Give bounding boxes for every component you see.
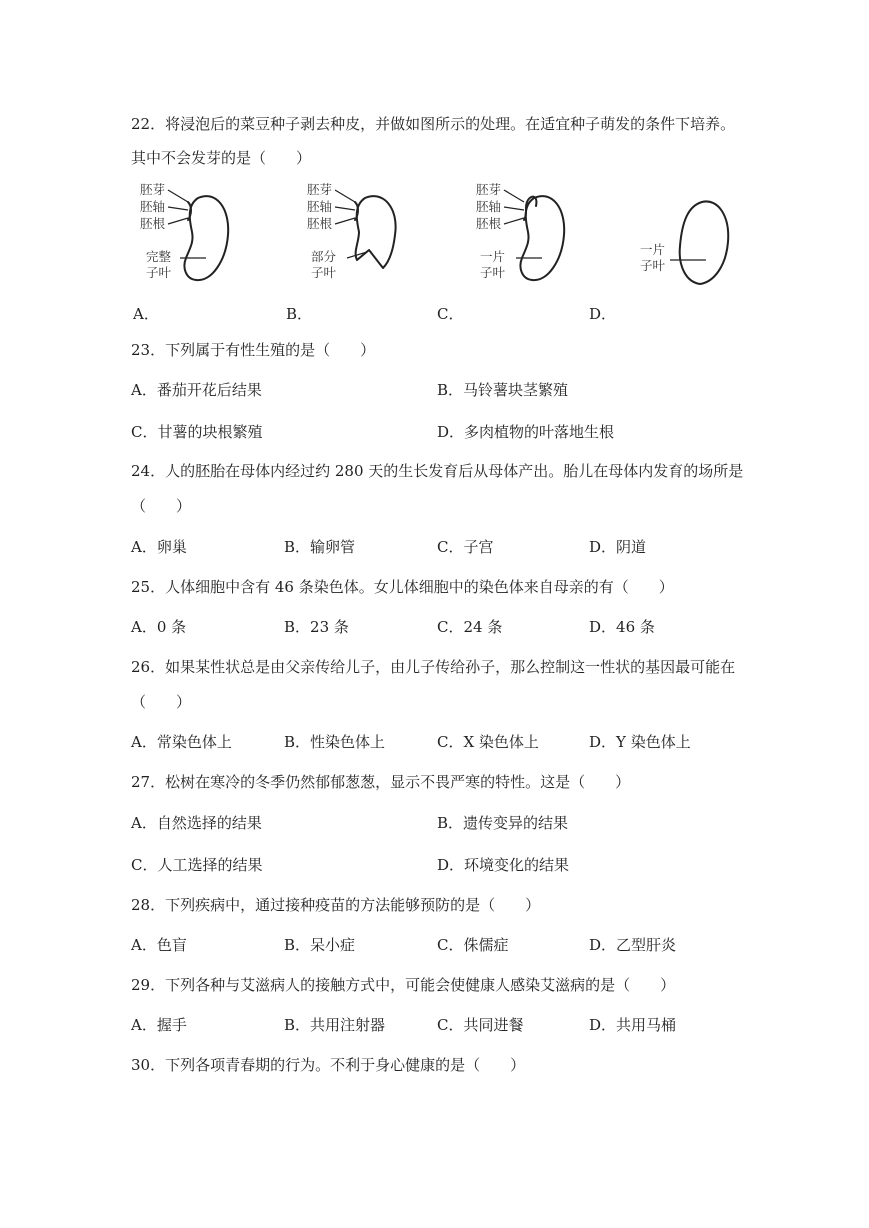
- label-cotyledon-1: 一片: [640, 242, 666, 257]
- q24-stem-line2: （ ）: [131, 497, 192, 515]
- q28-option-a[interactable]: A．色盲: [131, 936, 187, 954]
- single-cotyledon-outline: [520, 196, 564, 280]
- label-cotyledon-1: 部分: [311, 249, 337, 264]
- q24-option-b[interactable]: B．输卵管: [284, 538, 356, 556]
- q23-stem: 23．下列属于有性生殖的是（ ）: [131, 341, 376, 359]
- q22-option-b[interactable]: B．: [286, 305, 313, 323]
- seed-figure-d: [640, 180, 740, 290]
- q25-stem: 25．人体细胞中含有 46 条染色体。女儿体细胞中的染色体来自母亲的有（ ）: [131, 578, 674, 596]
- q24-option-c[interactable]: C．子宫: [437, 538, 494, 556]
- q29-stem: 29．下列各种与艾滋病人的接触方式中，可能会使健康人感染艾滋病的是（ ）: [131, 976, 676, 994]
- q30-stem: 30．下列各项青春期的行为。不利于身心健康的是（ ）: [131, 1056, 526, 1074]
- label-radicle: 胚根: [307, 216, 333, 231]
- q22-option-a[interactable]: A．: [133, 305, 159, 323]
- q22-option-c[interactable]: C．: [437, 305, 464, 323]
- q28-option-c[interactable]: C．侏儒症: [437, 936, 509, 954]
- q23-option-c[interactable]: C．甘薯的块根繁殖: [131, 423, 263, 441]
- q25-option-d[interactable]: D．46 条: [589, 618, 655, 636]
- q26-option-b[interactable]: B．性染色体上: [284, 733, 386, 751]
- label-plumule: 胚芽: [140, 182, 166, 197]
- q26-stem-line2: （ ）: [131, 693, 192, 711]
- q27-option-b[interactable]: B．遗传变异的结果: [437, 814, 569, 832]
- q26-option-d[interactable]: D．Y 染色体上: [589, 733, 691, 751]
- label-cotyledon-1: 一片: [480, 249, 506, 264]
- q25-option-c[interactable]: C．24 条: [437, 618, 503, 636]
- q27-option-a[interactable]: A．自然选择的结果: [131, 814, 262, 832]
- seed-figure-a: [140, 180, 240, 290]
- label-cotyledon-1: 完整: [146, 249, 172, 264]
- q24-stem-line1: 24．人的胚胎在母体内经过约 280 天的生长发育后从母体产出。胎儿在母体内发育的场所是: [131, 462, 744, 480]
- q29-option-b[interactable]: B．共用注射器: [284, 1016, 386, 1034]
- lone-cotyledon-outline: [680, 201, 729, 284]
- q27-option-d[interactable]: D．环境变化的结果: [437, 856, 570, 874]
- q25-option-a[interactable]: A．0 条: [131, 618, 187, 636]
- q29-option-d[interactable]: D．共用马桶: [589, 1016, 677, 1034]
- label-cotyledon-2: 子叶: [311, 265, 337, 280]
- label-hypocotyl: 胚轴: [476, 199, 502, 214]
- q27-stem: 27．松树在寒冷的冬季仍然郁郁葱葱，显示不畏严寒的特性。这是（ ）: [131, 773, 631, 791]
- q24-option-d[interactable]: D．阴道: [589, 538, 647, 556]
- seed-figure-c: [476, 180, 576, 290]
- label-hypocotyl: 胚轴: [307, 199, 333, 214]
- q29-option-c[interactable]: C．共同进餐: [437, 1016, 524, 1034]
- q23-option-a[interactable]: A．番茄开花后结果: [131, 381, 262, 399]
- q26-option-c[interactable]: C．X 染色体上: [437, 733, 539, 751]
- label-plumule: 胚芽: [307, 182, 333, 197]
- q28-option-b[interactable]: B．呆小症: [284, 936, 356, 954]
- label-cotyledon-2: 子叶: [146, 265, 172, 280]
- q23-option-d[interactable]: D．多肉植物的叶落地生根: [437, 423, 615, 441]
- q29-option-a[interactable]: A．握手: [131, 1016, 187, 1034]
- label-radicle: 胚根: [476, 216, 502, 231]
- q22-stem-line2: 其中不会发芽的是（ ）: [131, 149, 312, 167]
- q26-stem-line1: 26．如果某性状总是由父亲传给儿子，由儿子传给孙子，那么控制这一性状的基因最可能在: [131, 658, 736, 676]
- q26-option-a[interactable]: A．常染色体上: [131, 733, 232, 751]
- label-cotyledon-2: 子叶: [480, 265, 506, 280]
- q22-stem-line1: 22．将浸泡后的菜豆种子剥去种皮，并做如图所示的处理。在适宜种子萌发的条件下培养。: [131, 115, 736, 133]
- q24-option-a[interactable]: A．卵巢: [131, 538, 187, 556]
- partial-cotyledon-outline: [356, 196, 396, 268]
- label-plumule: 胚芽: [476, 182, 502, 197]
- seed-figure-b: [307, 180, 407, 290]
- q23-option-b[interactable]: B．马铃薯块茎繁殖: [437, 381, 569, 399]
- label-hypocotyl: 胚轴: [140, 199, 166, 214]
- label-cotyledon-2: 子叶: [640, 258, 666, 273]
- q28-stem: 28．下列疾病中，通过接种疫苗的方法能够预防的是（ ）: [131, 896, 541, 914]
- q25-option-b[interactable]: B．23 条: [284, 618, 349, 636]
- label-radicle: 胚根: [140, 216, 166, 231]
- q22-option-d[interactable]: D．: [589, 305, 617, 323]
- q27-option-c[interactable]: C．人工选择的结果: [131, 856, 263, 874]
- q28-option-d[interactable]: D．乙型肝炎: [589, 936, 677, 954]
